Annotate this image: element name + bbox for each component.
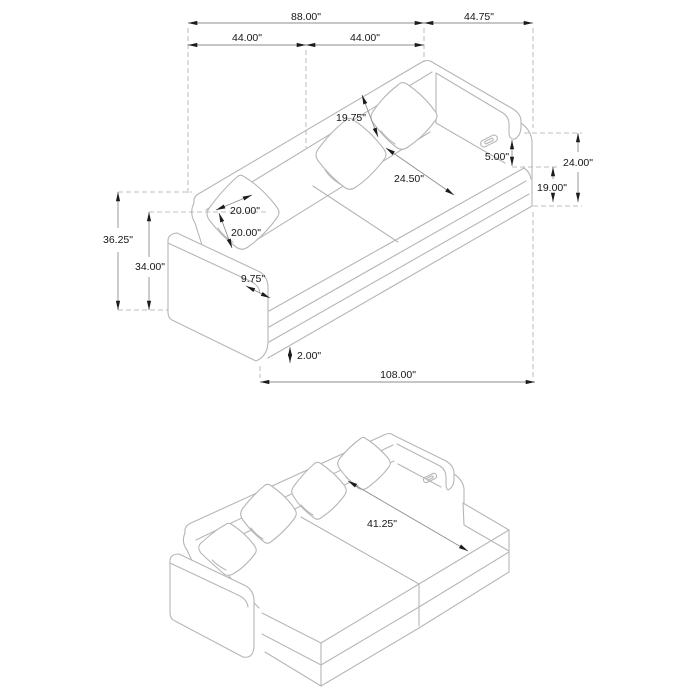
dim-arm-above-seat (485, 140, 512, 166)
dim-leg-height (290, 347, 321, 363)
mattress-left-face (262, 613, 321, 686)
pillow (316, 118, 386, 189)
dim-label: 36.25" (102, 234, 134, 246)
dim-arm-height (563, 133, 593, 202)
usb-port-icon (479, 134, 498, 148)
dim-overall-length (260, 369, 535, 382)
dim-label: 88.00" (290, 11, 322, 23)
bottom-view-sofa-bed (170, 434, 509, 687)
arm-seat-junction (398, 464, 441, 487)
right-arm-outer-ridge (432, 62, 521, 139)
front-bottom-edge (321, 572, 509, 686)
dim-label: 44.00" (349, 32, 381, 44)
pillow (241, 484, 297, 543)
dim-platform-height (537, 167, 567, 202)
chaise-right-edge (463, 503, 509, 530)
pillow (338, 437, 391, 489)
dim-label: 20.00" (229, 205, 261, 217)
dim-label: 19.00" (536, 182, 568, 194)
pillow (371, 83, 437, 150)
dim-bed-width (348, 481, 468, 551)
chaise-front-edge (419, 530, 509, 584)
right-arm-inner-ridge (436, 73, 515, 139)
dim-seat-section-right (306, 32, 424, 45)
main-front-edge (321, 584, 419, 643)
dim-overall-height (103, 192, 133, 310)
right-arm-outer-face (521, 123, 532, 206)
bed-top-seam (301, 517, 419, 584)
seat-cushion-seam (313, 186, 398, 242)
back-pillows (207, 83, 437, 250)
dim-label: 2.00" (297, 350, 322, 362)
dim-seat-depth (386, 148, 454, 195)
base-rail-line (269, 194, 529, 342)
dim-label: 9.75" (240, 273, 266, 285)
bottom-view-dimensions (348, 481, 468, 551)
base-bottom-edge (268, 206, 532, 358)
dim-overall-back-width (188, 11, 424, 23)
dim-seat-section-left (188, 32, 306, 45)
dim-label: 34.00" (134, 261, 166, 273)
dim-label: 19.75" (335, 112, 367, 124)
top-view-sofa (168, 61, 532, 362)
dim-depth (424, 11, 533, 23)
seat-front-edge (269, 168, 524, 311)
dim-label: 24.50" (393, 173, 425, 185)
dim-label: 24.00" (562, 157, 594, 169)
dim-label: 5.00" (484, 151, 510, 163)
front-face-band (321, 552, 509, 665)
dim-label: 20.00" (230, 227, 262, 239)
dim-label: 44.00" (231, 32, 263, 44)
dim-label: 44.75" (463, 11, 495, 23)
left-arm-body (168, 233, 268, 361)
dim-back-height (135, 212, 165, 310)
seat-right-corner (524, 168, 531, 179)
cushion-bottom-line (269, 181, 526, 327)
dim-label: 41.25" (366, 518, 398, 530)
right-arm-outer-face (454, 474, 464, 504)
usb-port-icon (422, 472, 437, 483)
dim-label: 108.00" (380, 369, 416, 381)
top-view-dimensions (103, 11, 593, 382)
